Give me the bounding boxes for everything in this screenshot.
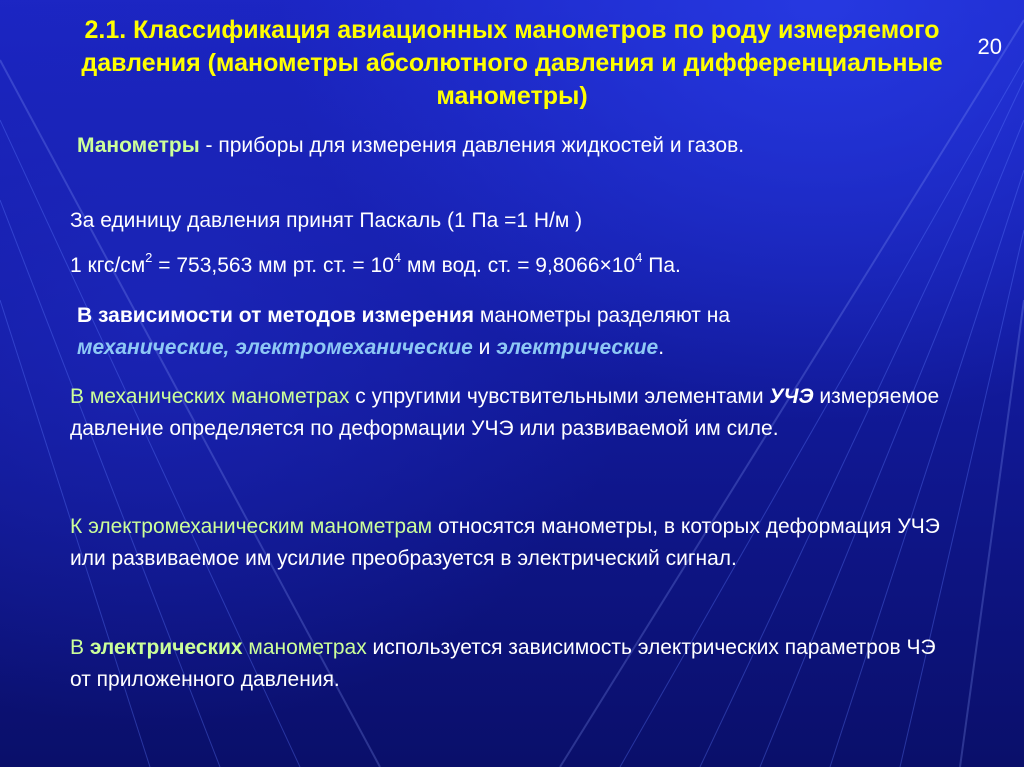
methods-electrical: электрические: [496, 336, 659, 359]
electrical-paragraph: [70, 632, 960, 696]
mechanical-lead: В механических манометрах: [70, 385, 350, 408]
times-sign: ×: [599, 254, 612, 277]
methods-text: манометры разделяют на: [473, 304, 731, 327]
electrical-bold: электрических: [89, 636, 243, 659]
methods-mechanical: механические,: [77, 336, 230, 359]
methods-paragraph: [77, 300, 957, 364]
superscript-4: 4: [393, 250, 402, 265]
superscript-2: 2: [145, 250, 153, 265]
definition-text: - приборы для измерения давления жидкостей и газов.: [199, 134, 745, 157]
mechanical-text-2: измеряемое давление определяется по деформации УЧЭ или развиваемой им силе.: [70, 385, 940, 440]
definition-line: [77, 130, 977, 162]
conversion-part-3: мм вод. ст. = 9,8066: [401, 254, 600, 277]
mechanical-paragraph: [70, 381, 960, 445]
methods-bold: В зависимости от методов измерения: [77, 304, 474, 327]
methods-dot: .: [658, 336, 665, 359]
unit-line: За единицу давления принят Паскаль (1 Па =1 Н/м ): [70, 209, 583, 232]
conversion-part-4: 10: [611, 254, 636, 277]
conversion-part-5: Па.: [642, 254, 681, 277]
mechanical-text-1: с упругими чувствительными элементами: [349, 385, 770, 408]
electrical-lead: В: [70, 636, 90, 659]
electromechanical-text: относятся манометры, в которых деформация УЧЭ или развиваемое им усилие преобразуется в электрический сигнал.: [70, 515, 940, 570]
electromechanical-lead: К электромеханическим манометрам: [70, 515, 433, 538]
conversion-part-1: 1 кгс/см: [70, 254, 146, 277]
definition-term: Манометры: [77, 134, 200, 157]
methods-and: и: [472, 336, 497, 359]
conversion-line: [70, 250, 990, 282]
electrical-text: используется зависимость электрических параметров ЧЭ от приложенного давления.: [70, 636, 936, 691]
electromechanical-paragraph: [70, 511, 950, 575]
page-number: 20: [977, 34, 1002, 59]
slide-title: 2.1. Классификация авиационных манометров по роду измеряемого давления (манометры абсолютного давления и дифференциальные манометры): [81, 16, 943, 110]
electrical-lead-2: манометрах: [242, 636, 367, 659]
conversion-part-2: = 753,563 мм рт. ст. = 10: [152, 254, 394, 277]
methods-electromechanical: электромеханические: [235, 336, 473, 359]
superscript-4b: 4: [635, 250, 643, 265]
uche-abbreviation: УЧЭ: [769, 385, 814, 408]
